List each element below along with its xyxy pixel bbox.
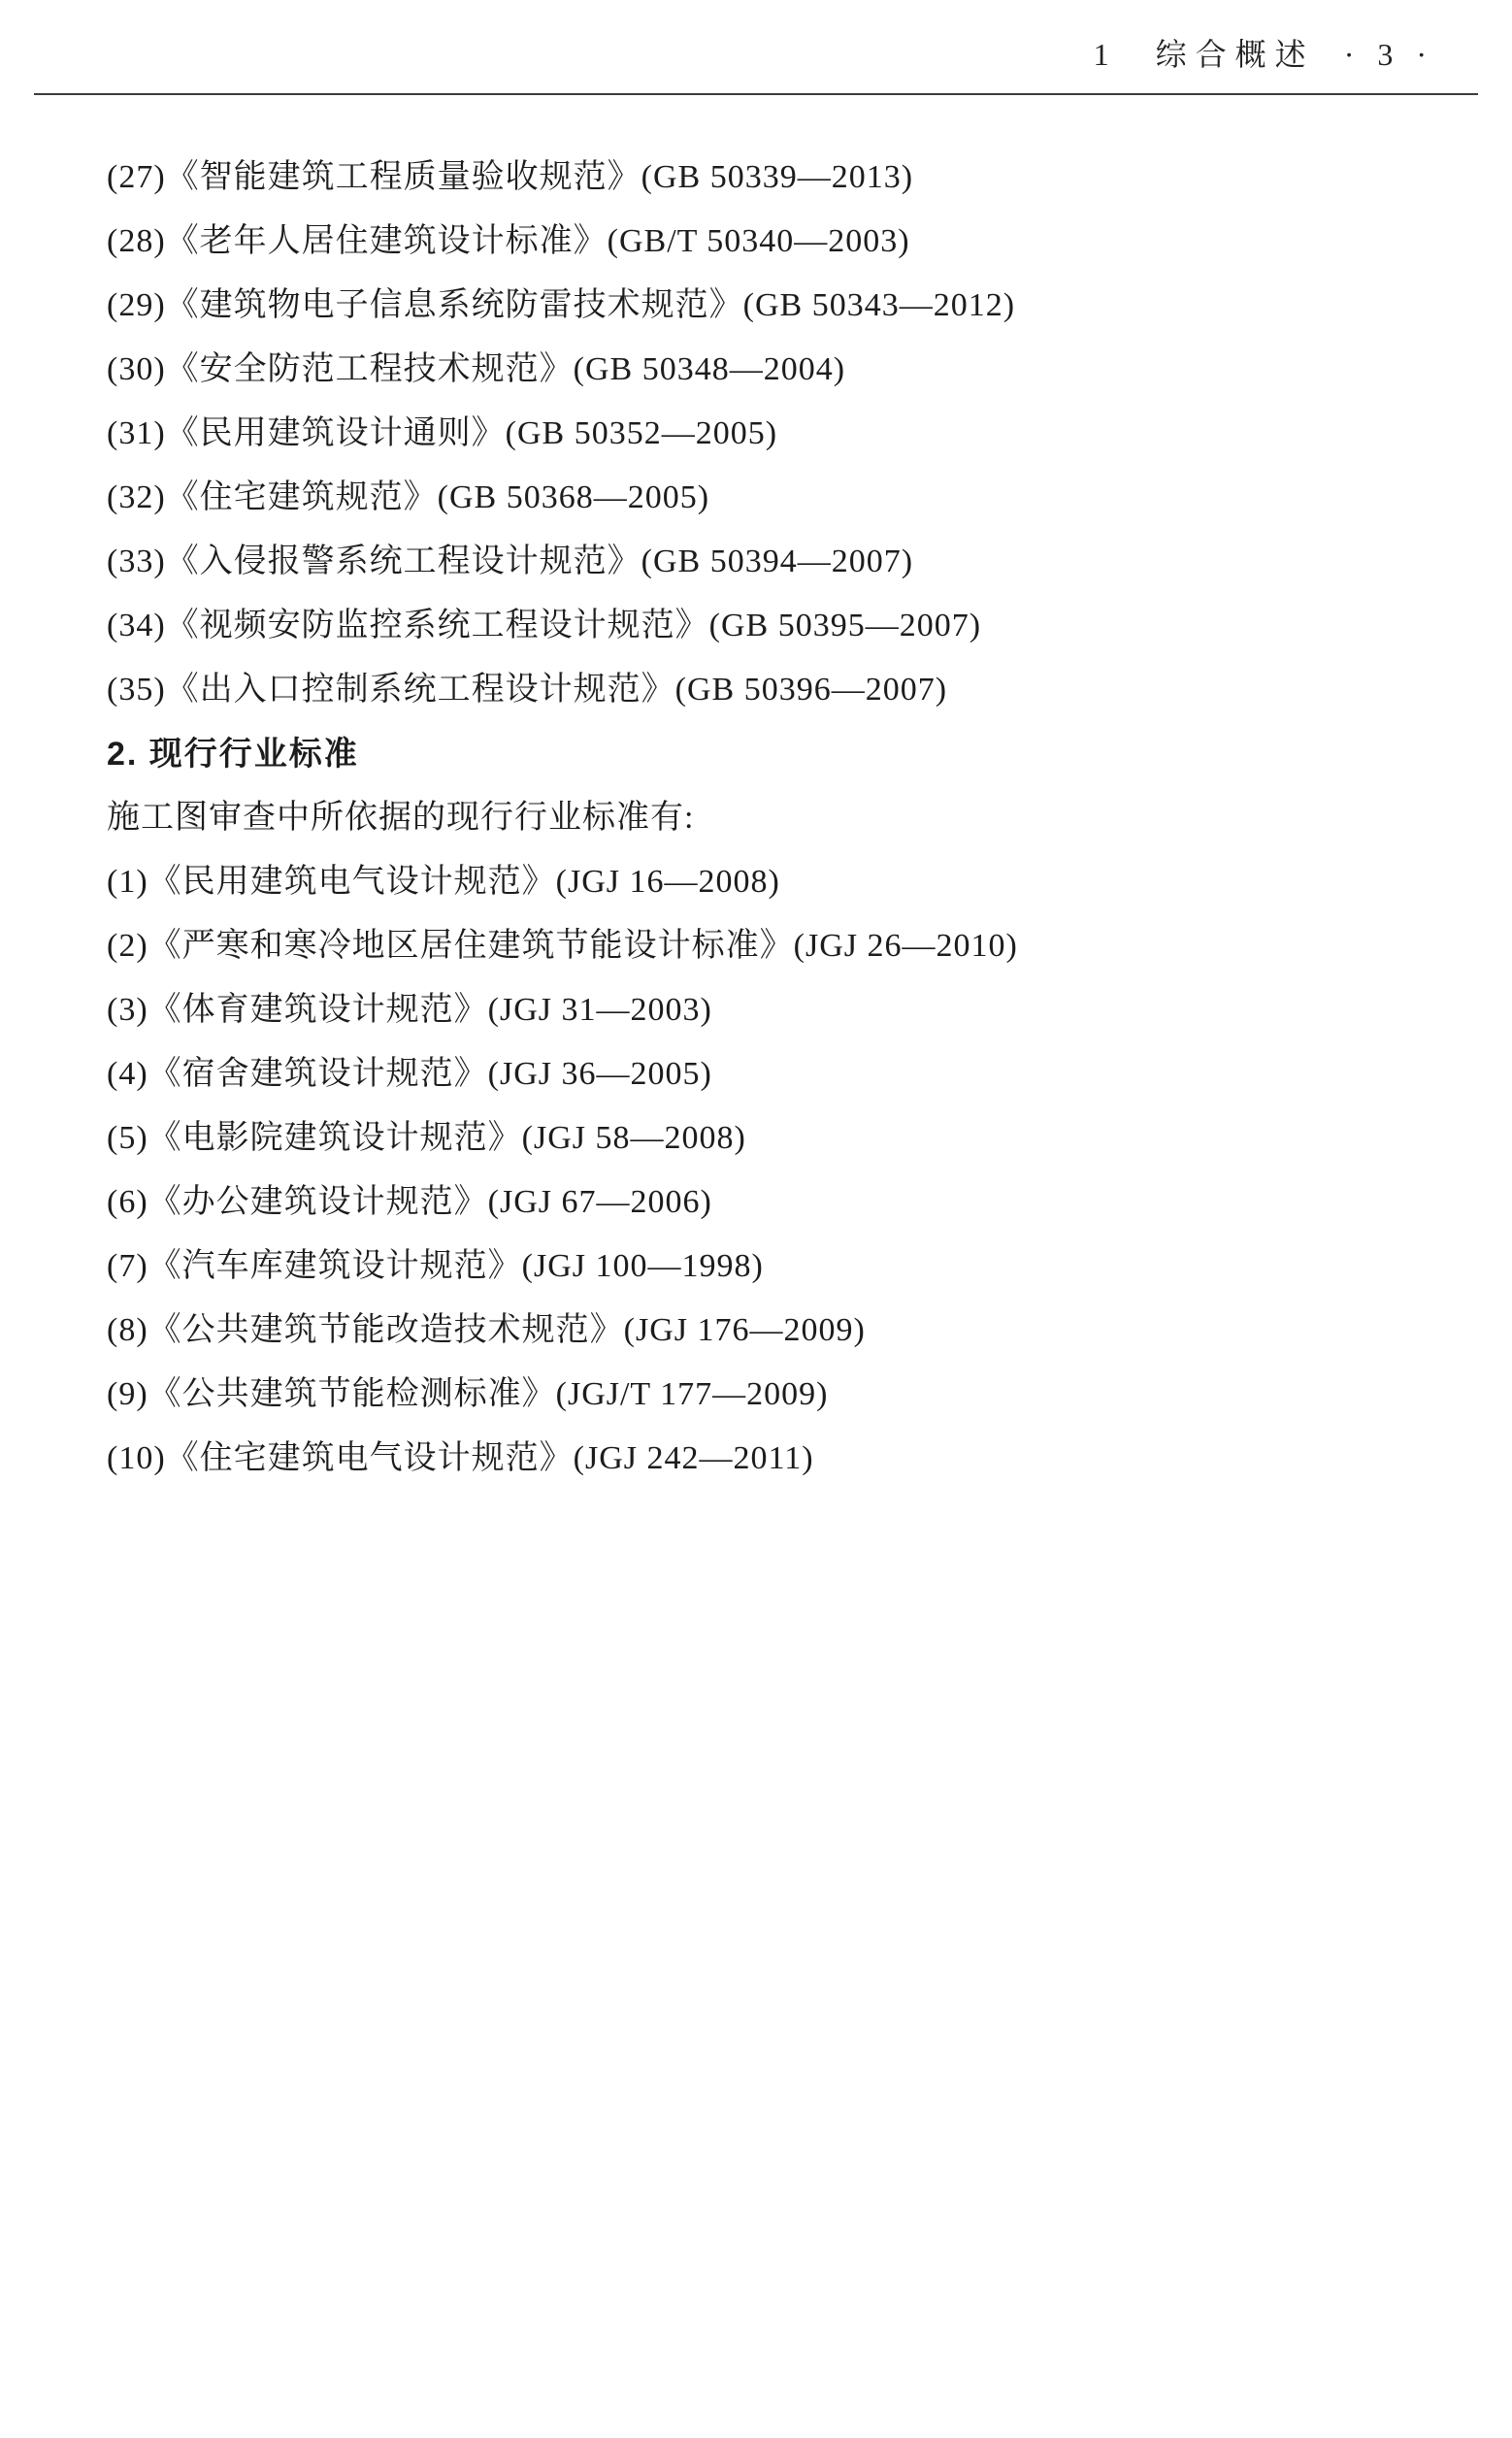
jgj-standard-item: (7)《汽车库建筑设计规范》(JGJ 100—1998) — [107, 1248, 764, 1284]
gb-standard-item: (29)《建筑物电子信息系统防雷技术规范》(GB 50343—2012) — [107, 287, 1016, 323]
chapter-title: 综合概述 — [1155, 37, 1315, 72]
running-header — [1094, 35, 1429, 74]
gb-standard-item: (30)《安全防范工程技术规范》(GB 50348—2004) — [107, 351, 846, 387]
jgj-standard-item: (5)《电影院建筑设计规范》(JGJ 58—2008) — [107, 1120, 746, 1156]
gb-standard-item: (31)《民用建筑设计通则》(GB 50352—2005) — [107, 415, 778, 451]
jgj-standard-item: (8)《公共建筑节能改造技术规范》(JGJ 176—2009) — [107, 1312, 866, 1348]
gb-standard-item: (33)《入侵报警系统工程设计规范》(GB 50394—2007) — [107, 544, 914, 579]
gb-standard-item: (27)《智能建筑工程质量验收规范》(GB 50339—2013) — [107, 159, 914, 195]
body-text — [41, 146, 1467, 1491]
header-divider — [34, 93, 1478, 95]
chapter-number: 1 — [1093, 37, 1109, 72]
intro-sentence: 施工图审查中所依据的现行行业标准有: — [107, 800, 695, 836]
gb-standard-item: (34)《视频安防监控系统工程设计规范》(GB 50395—2007) — [107, 608, 982, 643]
jgj-standard-item: (3)《体育建筑设计规范》(JGJ 31—2003) — [107, 992, 712, 1028]
jgj-standard-item: (6)《办公建筑设计规范》(JGJ 67—2006) — [107, 1184, 712, 1220]
gb-standard-item: (35)《出入口控制系统工程设计规范》(GB 50396—2007) — [107, 672, 948, 708]
section-heading: 2. 现行行业标准 — [107, 736, 359, 773]
jgj-standard-item: (2)《严寒和寒冷地区居住建筑节能设计标准》(JGJ 26—2010) — [107, 928, 1018, 964]
page-number: · 3 · — [1343, 37, 1429, 72]
jgj-standard-item: (4)《宿舍建筑设计规范》(JGJ 36—2005) — [107, 1056, 712, 1092]
jgj-standard-item: (9)《公共建筑节能检测标准》(JGJ/T 177—2009) — [107, 1376, 829, 1412]
gb-standard-item: (32)《住宅建筑规范》(GB 50368—2005) — [107, 479, 710, 515]
jgj-standard-item: (10)《住宅建筑电气设计规范》(JGJ 242—2011) — [107, 1440, 814, 1476]
jgj-standard-item: (1)《民用建筑电气设计规范》(JGJ 16—2008) — [107, 864, 780, 900]
gb-standard-item: (28)《老年人居住建筑设计标准》(GB/T 50340—2003) — [107, 223, 910, 259]
